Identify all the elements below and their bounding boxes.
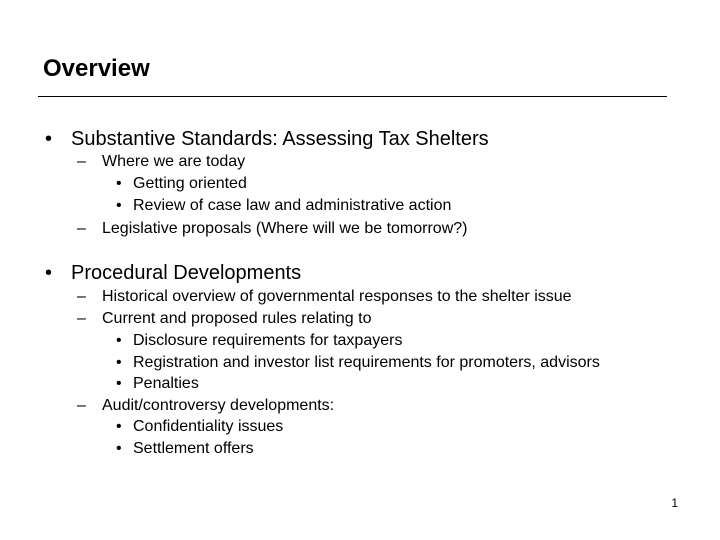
bullet-marker: •	[116, 440, 122, 457]
bullet-marker: •	[45, 128, 53, 150]
dash-marker: –	[77, 288, 86, 305]
outline-item-text: Legislative proposals (Where will we be tomorrow?)	[102, 220, 468, 237]
dash-marker: –	[77, 397, 86, 414]
page-number: 1	[671, 496, 678, 510]
bullet-marker: •	[116, 197, 122, 214]
outline-item-text: Where we are today	[102, 153, 246, 170]
bullet-marker: •	[116, 332, 122, 349]
outline-item-text: Substantive Standards: Assessing Tax Shelters	[71, 128, 489, 150]
title-divider	[38, 96, 667, 97]
outline-item-text: Disclosure requirements for taxpayers	[133, 332, 403, 349]
dash-marker: –	[77, 153, 86, 170]
outline-item-text: Review of case law and administrative action	[133, 197, 452, 214]
bullet-marker: •	[116, 175, 122, 192]
outline-item-text: Historical overview of governmental responses to the shelter issue	[102, 288, 572, 305]
bullet-marker: •	[116, 418, 122, 435]
outline-item-text: Registration and investor list requirements for promoters, advisors	[133, 354, 600, 371]
bullet-marker: •	[116, 375, 122, 392]
outline-item-text: Penalties	[133, 375, 199, 392]
outline-item-text: Audit/controversy developments:	[102, 397, 335, 414]
outline-item-text: Confidentiality issues	[133, 418, 284, 435]
outline-item-text: Getting oriented	[133, 175, 247, 192]
slide-title: Overview	[43, 55, 150, 82]
outline-item-text: Settlement offers	[133, 440, 254, 457]
outline-item-text: Procedural Developments	[71, 262, 302, 284]
dash-marker: –	[77, 310, 86, 327]
dash-marker: –	[77, 220, 86, 237]
bullet-marker: •	[45, 262, 53, 284]
outline-item-text: Current and proposed rules relating to	[102, 310, 372, 327]
bullet-marker: •	[116, 354, 122, 371]
